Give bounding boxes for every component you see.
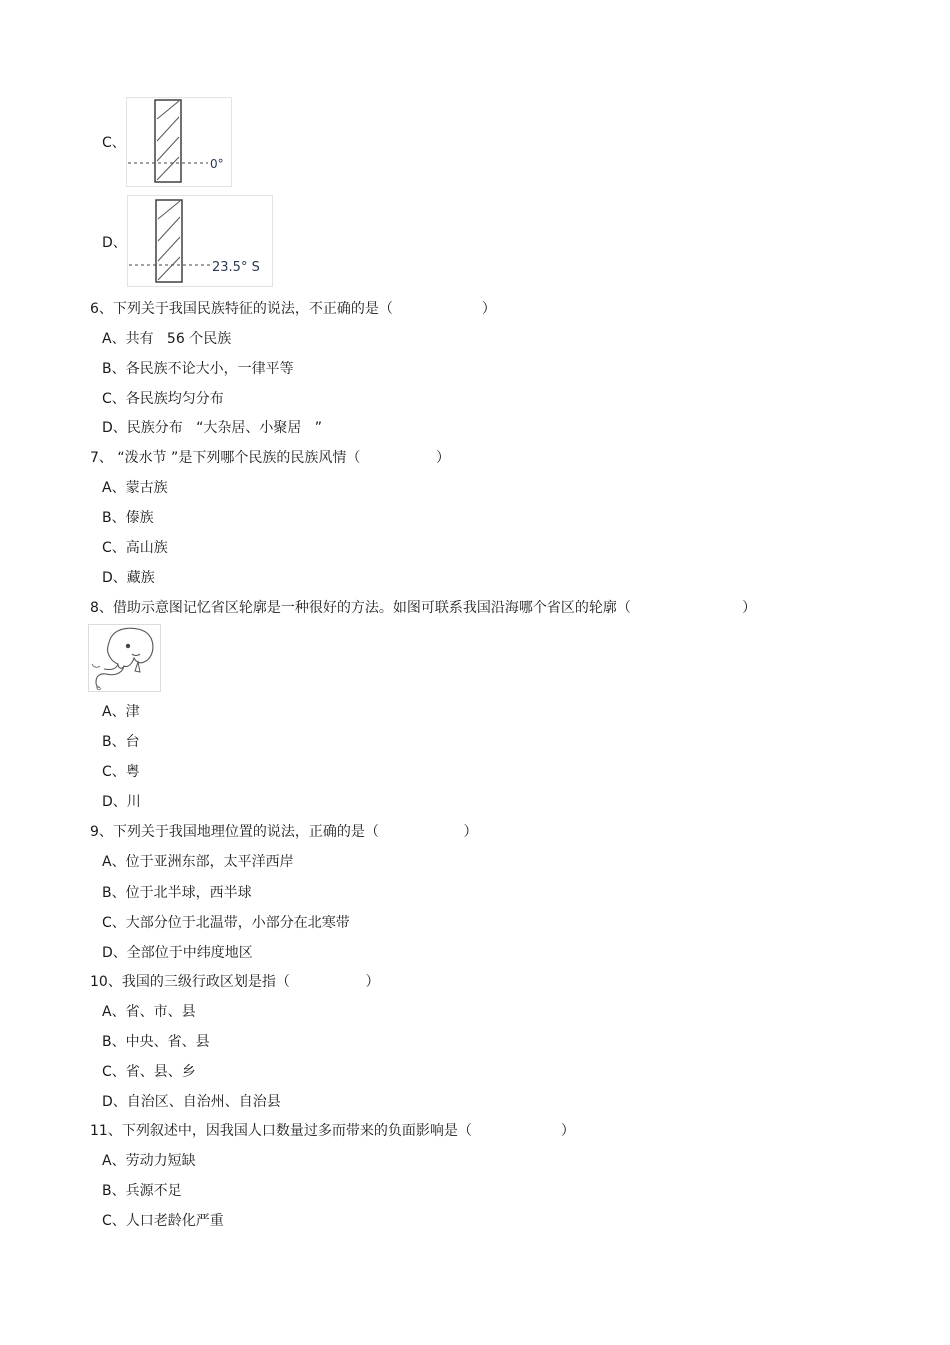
question-10-option-d: D、自治区、自治州、自治县 <box>102 1094 281 1110</box>
question-8-option-d: D、川 <box>102 794 141 810</box>
question-7-stem: 7、 “泼水节 ”是下列哪个民族的民族风情（ ） <box>90 450 450 466</box>
question-11-option-b: B、兵源不足 <box>102 1183 182 1199</box>
question-6-option-d: D、民族分布 “大杂居、小聚居 ” <box>102 420 322 436</box>
question-11-stem: 11、下列叙述中，因我国人口数量过多而带来的负面影响是（ ） <box>90 1123 575 1139</box>
question-10-option-a: A、省、市、县 <box>102 1004 196 1020</box>
hatched-belt-tropic-diagram <box>127 195 273 287</box>
option-d-figure <box>127 195 273 287</box>
option-c-label: C、 <box>102 135 126 151</box>
question-11-option-a: A、劳动力短缺 <box>102 1153 196 1169</box>
hatched-belt-equator-diagram <box>126 97 232 187</box>
question-8-option-a: A、津 <box>102 704 140 720</box>
question-7-option-a: A、蒙古族 <box>102 480 168 496</box>
tropic-caption: 23.5° S <box>212 260 260 275</box>
question-10-option-b: B、中央、省、县 <box>102 1034 210 1050</box>
question-9-option-a: A、位于亚洲东部，太平洋西岸 <box>102 854 294 870</box>
elephant-outline-figure <box>88 624 161 692</box>
question-6-option-a: A、共有 56 个民族 <box>102 331 232 347</box>
equator-caption: 0° <box>210 157 224 171</box>
question-7-option-c: C、高山族 <box>102 540 168 556</box>
option-c-figure <box>126 97 232 187</box>
question-11-option-c: C、人口老龄化严重 <box>102 1213 224 1229</box>
question-8-option-c: C、粤 <box>102 764 140 780</box>
question-10-stem: 10、我国的三级行政区划是指（ ） <box>90 974 380 990</box>
question-9-option-c: C、大部分位于北温带，小部分在北寒带 <box>102 915 350 931</box>
question-9-option-b: B、位于北半球，西半球 <box>102 885 252 901</box>
question-8-option-b: B、台 <box>102 734 140 750</box>
elephant-outline-icon <box>88 624 161 692</box>
question-6-stem: 6、下列关于我国民族特征的说法，不正确的是（ ） <box>90 301 496 317</box>
question-10-option-c: C、省、县、乡 <box>102 1064 196 1080</box>
question-6-option-b: B、各民族不论大小，一律平等 <box>102 361 294 377</box>
question-7-option-d: D、藏族 <box>102 570 155 586</box>
question-9-option-d: D、全部位于中纬度地区 <box>102 945 253 961</box>
question-8-stem: 8、借助示意图记忆省区轮廓是一种很好的方法。如图可联系我国沿海哪个省区的轮廓（ ） <box>90 600 757 616</box>
question-9-stem: 9、下列关于我国地理位置的说法，正确的是（ ） <box>90 824 478 840</box>
option-d-label: D、 <box>102 235 127 251</box>
question-6-option-c: C、各民族均匀分布 <box>102 391 224 407</box>
question-7-option-b: B、傣族 <box>102 510 154 526</box>
